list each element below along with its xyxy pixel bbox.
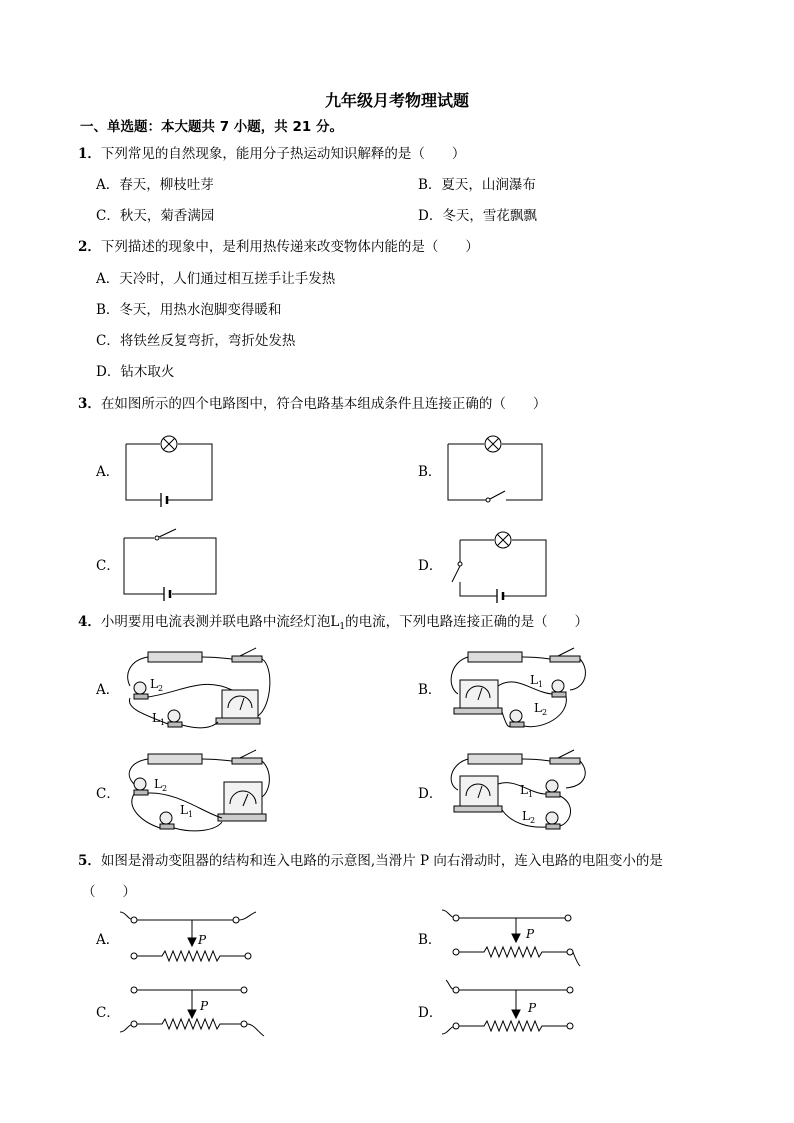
switch-icon (155, 536, 159, 540)
q4-label-d[interactable]: D． (418, 786, 443, 802)
switch-icon (486, 498, 490, 502)
lamp-l1-icon (160, 812, 172, 824)
q1-option-c[interactable]: C．秋天，菊香满园 (96, 208, 215, 224)
q5-rheostat-b (442, 908, 584, 968)
question-4-bulb-sub: 1 (339, 622, 346, 632)
resistor-coil (573, 952, 580, 966)
question-4-text-a: 小明要用电流表测并联电路中流经灯泡 (100, 614, 331, 630)
battery-icon (468, 754, 522, 764)
label-l1-text: $L_1$ (530, 673, 544, 689)
q4-circuit-c (122, 748, 274, 838)
question-4-stem (78, 614, 588, 635)
label-l1-text: $L_1$ (152, 711, 166, 727)
q4-label-c[interactable]: C． (96, 786, 120, 802)
q3-circuit-c (120, 524, 220, 600)
ammeter-icon (460, 776, 498, 808)
ammeter-icon (222, 690, 258, 720)
label-l2-text: $L_2$ (534, 701, 548, 717)
battery-icon (148, 652, 202, 662)
label-l2-text: $L_2$ (522, 809, 536, 825)
battery-icon (468, 652, 522, 662)
q3-label-c[interactable]: C． (96, 558, 120, 574)
q3-circuit-d (446, 526, 550, 602)
q1-option-a[interactable]: A．春天，柳枝吐芽 (96, 177, 214, 193)
question-2-text: 下列描述的现象中，是利用热传递来改变物体内能的是（ ） (100, 239, 479, 255)
lamp-l2-icon (134, 682, 146, 694)
q3-label-d[interactable]: D． (418, 558, 443, 574)
resistor-coil (459, 1021, 567, 1031)
slider-p-label: P (526, 927, 535, 941)
section-heading: 一、单选题：本大题共 7 小题，共 21 分。 (80, 119, 343, 135)
question-2-number: 2． (78, 239, 101, 255)
q5-rheostat-a (120, 908, 262, 968)
question-5-number: 5． (78, 853, 101, 869)
switch-icon (550, 656, 580, 662)
resistor-coil (137, 1019, 241, 1029)
question-1-stem (78, 146, 465, 162)
resistor-coil (137, 951, 245, 961)
q3-circuit-a (120, 432, 220, 508)
lamp-l2-icon (510, 710, 522, 722)
lamp-l1-icon (546, 780, 558, 792)
question-2-stem (78, 239, 479, 255)
q3-circuit-b (444, 432, 548, 508)
question-1-number: 1． (78, 146, 101, 162)
lamp-l2-icon (134, 778, 146, 790)
q2-option-b[interactable]: B．冬天，用热水泡脚变得暖和 (96, 302, 282, 318)
q4-circuit-b (446, 646, 586, 736)
q2-option-d[interactable]: D．钻木取火 (96, 364, 175, 380)
switch-icon (458, 562, 462, 566)
switch-icon (232, 656, 262, 662)
question-1-text: 下列常见的自然现象，能用分子热运动知识解释的是（ ） (100, 146, 466, 162)
q4-label-b[interactable]: B． (418, 682, 442, 698)
question-4-bulb: L (330, 614, 340, 630)
q4-circuit-d (446, 748, 586, 838)
question-4-text-b: 的电流，下列电路连接正确的是（ ） (345, 614, 589, 630)
lamp-l1-icon (552, 680, 564, 692)
question-3-number: 3． (78, 396, 101, 412)
question-4-number: 4． (78, 614, 101, 630)
q5-rheostat-c (120, 980, 266, 1040)
q5-rheostat-d (442, 980, 584, 1042)
question-5-parens: （ ） (82, 884, 136, 900)
slider-p-label: P (200, 999, 209, 1013)
slider-p-label: P (198, 933, 207, 947)
switch-icon (232, 758, 262, 764)
slider-p-label: P (528, 1001, 537, 1015)
label-l2-text: $L_2$ (154, 777, 168, 793)
question-3-text: 在如图所示的四个电路图中，符合电路基本组成条件且连接正确的（ ） (100, 396, 547, 412)
ammeter-icon (224, 782, 262, 816)
q1-option-b[interactable]: B．夏天，山涧瀑布 (418, 177, 536, 193)
page-title: 九年级月考物理试题 (324, 91, 469, 110)
label-l2-text: $L_2$ (150, 677, 164, 693)
q5-label-c[interactable]: C． (96, 1005, 120, 1021)
q5-label-a[interactable]: A． (96, 932, 120, 948)
q3-label-b[interactable]: B． (418, 464, 442, 480)
q2-option-a[interactable]: A．天冷时，人们通过相互搓手让手发热 (96, 271, 336, 287)
switch-icon (550, 758, 580, 764)
lamp-l1-icon (168, 710, 180, 722)
question-5-stem (78, 853, 663, 869)
q2-option-c[interactable]: C．将铁丝反复弯折，弯折处发热 (96, 333, 296, 349)
question-3-stem (78, 396, 546, 412)
lamp-l2-icon (546, 812, 558, 824)
ammeter-icon (460, 680, 498, 710)
label-l1-text: $L_1$ (520, 783, 534, 799)
q3-label-a[interactable]: A． (96, 464, 120, 480)
label-l1-text: $L_1$ (180, 803, 194, 819)
q4-label-a[interactable]: A． (96, 682, 120, 698)
q1-option-d[interactable]: D．冬天，雪花飘飘 (418, 208, 537, 224)
q5-label-b[interactable]: B． (418, 932, 442, 948)
q5-label-d[interactable]: D． (418, 1005, 443, 1021)
question-5-text: 如图是滑动变阻器的结构和连入电路的示意图,当滑片 P 向右滑动时，连入电路的电阻变小的是 (100, 853, 663, 869)
q4-circuit-a (122, 646, 274, 732)
battery-icon (148, 754, 202, 764)
